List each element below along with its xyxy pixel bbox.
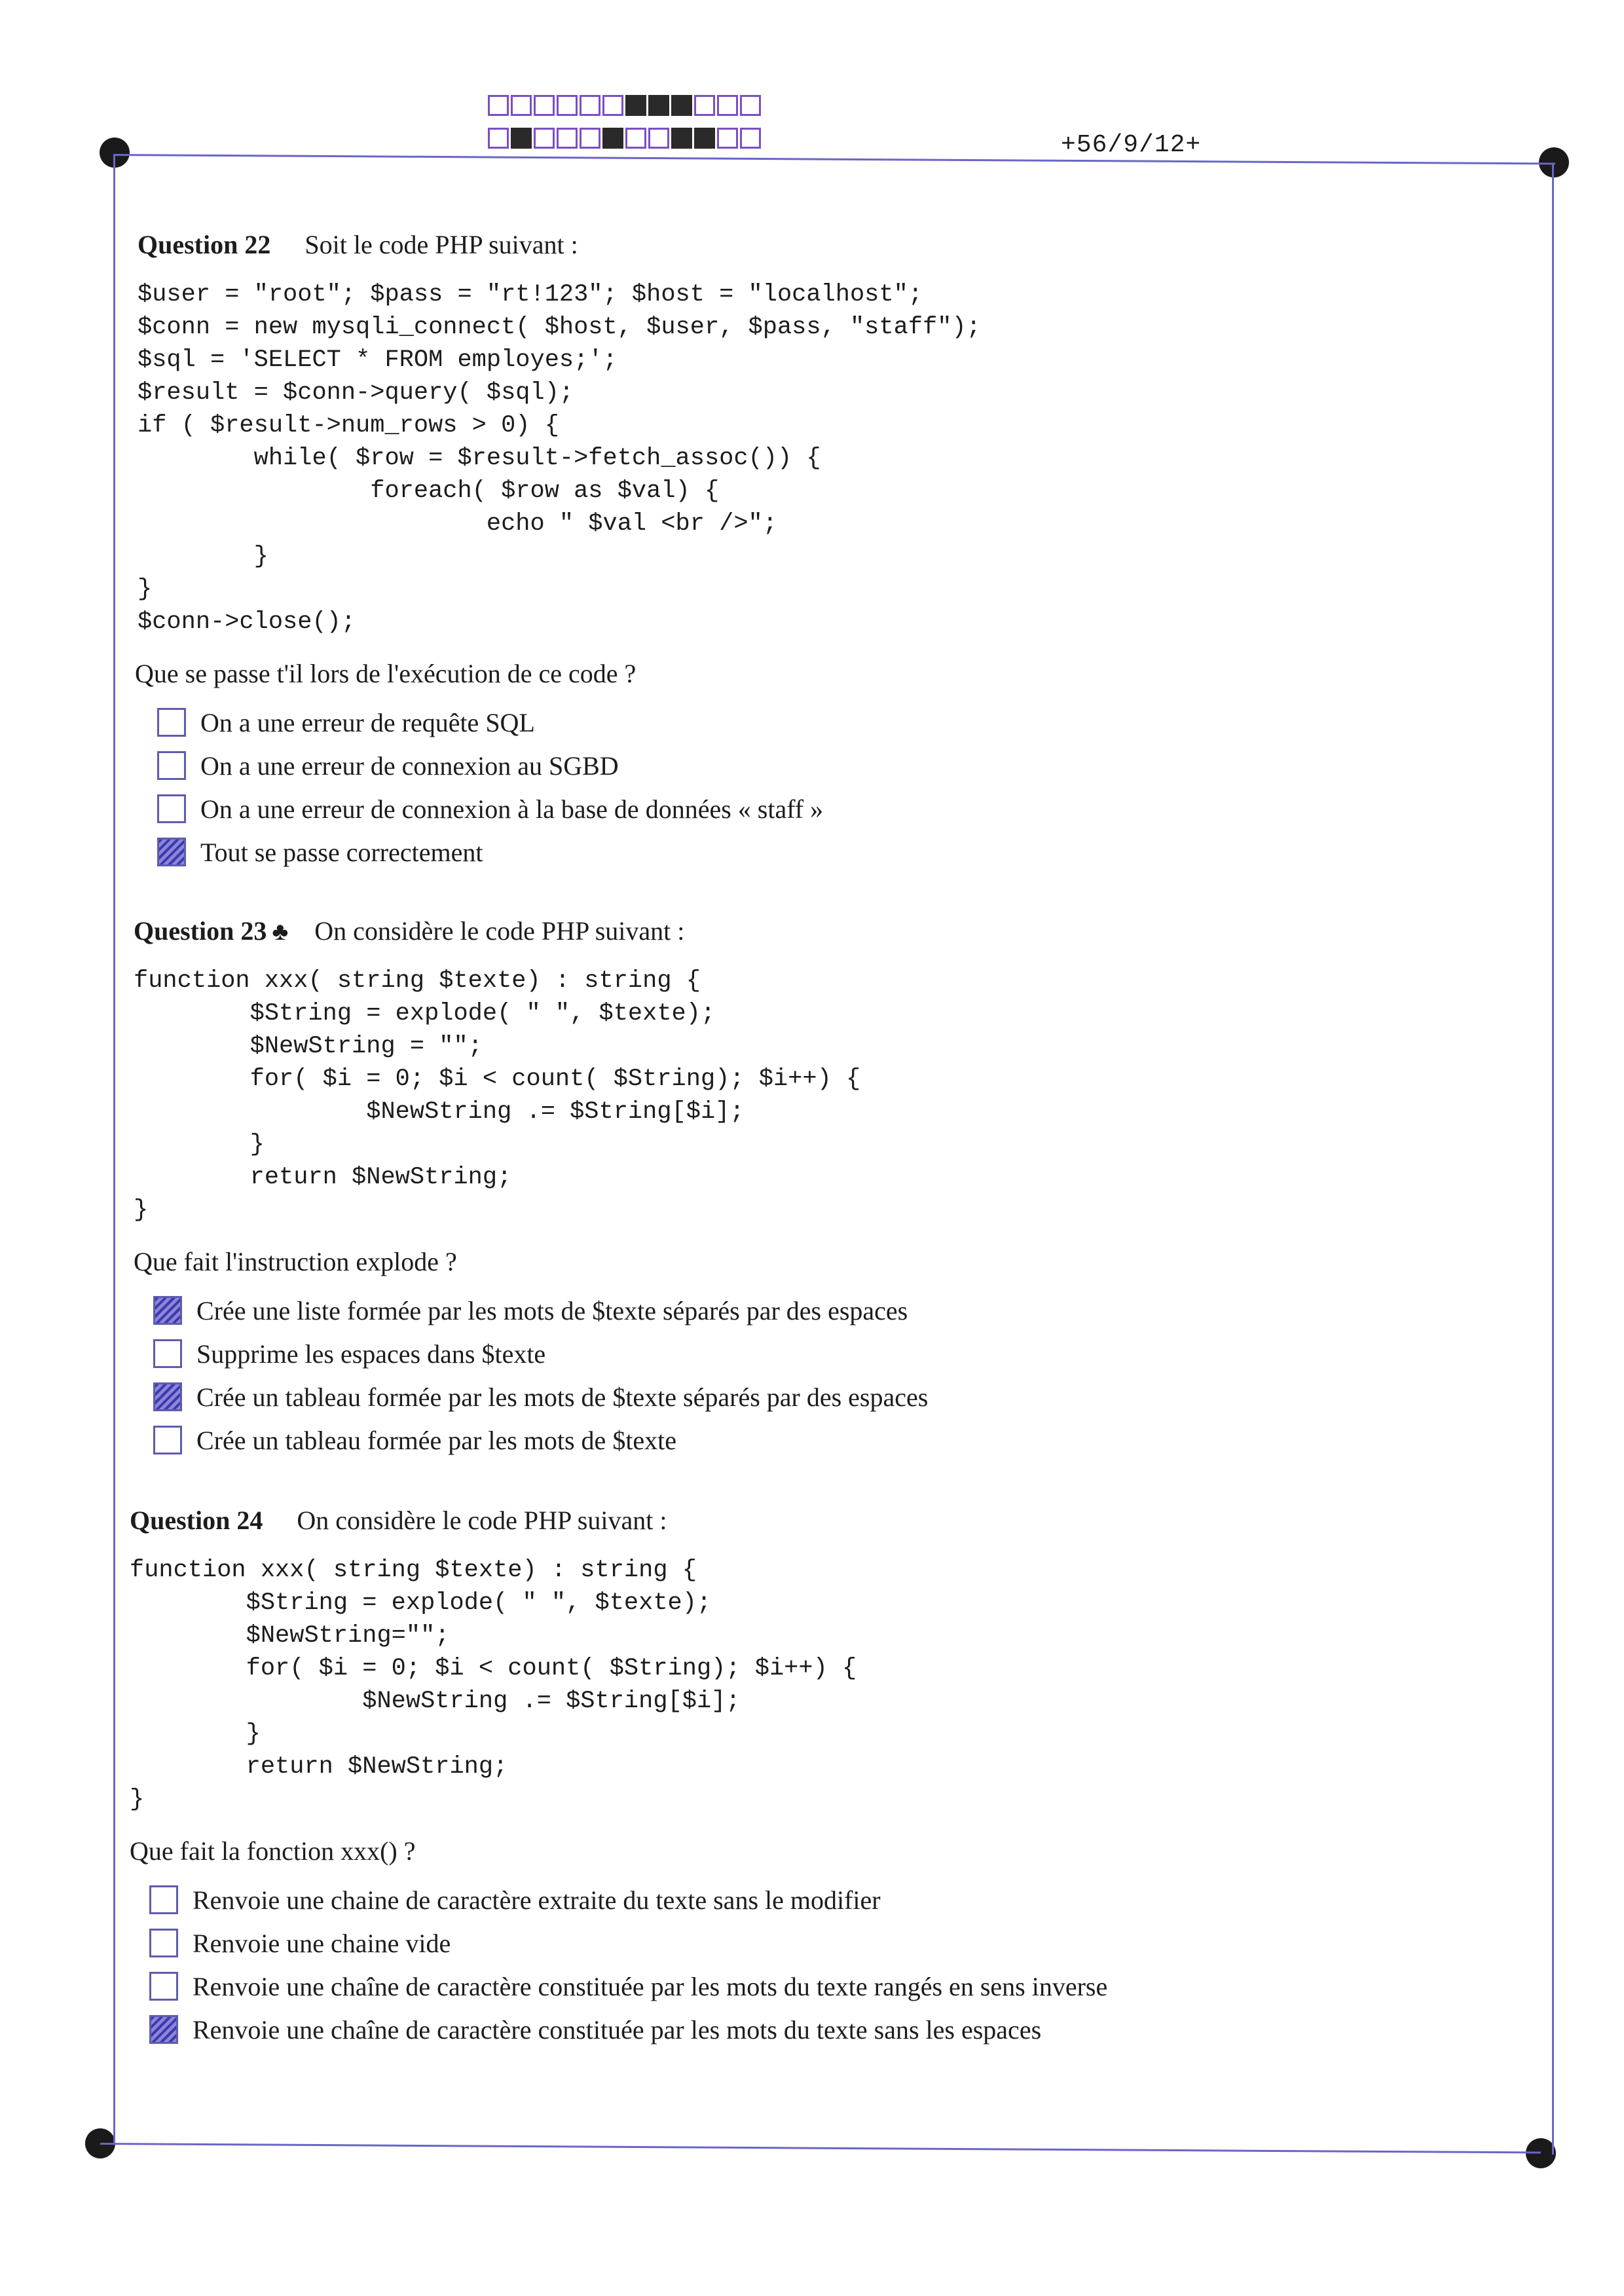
answer-checkbox[interactable] [149,1929,178,1957]
frame-bottom-line [100,2143,1541,2153]
barcode-cell [488,95,509,116]
barcode-cell [557,95,578,116]
barcode-cell [534,128,555,149]
barcode-cell [671,95,692,116]
answer-checkbox[interactable] [153,1382,182,1411]
barcode-row [488,95,763,116]
question-prompt: Que fait la fonction xxx() ? [130,1836,416,1866]
sheet-id: +56/9/12+ [1061,131,1202,159]
question-22 [135,229,1513,874]
barcode-cell [580,128,600,149]
code-block: $user = "root"; $pass = "rt!123"; $host = "localhost"; $conn = new mysqli_connect( $host, $user, $pass, "staff"); $sql = 'SELECT * FROM employes;'; $result = $conn->query( $sql); if ( $result->num_rows > 0) { while( $row = $result->fetch_assoc()) { foreach( $row as $val) { echo " $val <br />"; } } $conn->close(); [138,281,981,636]
answer-checkbox[interactable] [157,794,186,823]
code-block: function xxx( string $texte) : string { $String = explode( " ", $texte); $NewString = ""; for( $i = 0; $i < count( $String); $i++) { $NewString .= $String[$i]; } return $NewString; } [134,967,861,1224]
answer-label: Crée une liste formée par les mots de $texte séparés par des espaces [196,1295,908,1325]
club-icon: ♣ [272,918,289,946]
answer-label: Renvoie une chaine vide [193,1928,451,1958]
answer-choice[interactable] [149,1921,1505,1965]
barcode-cell [488,128,509,149]
barcode-cell [511,95,532,116]
answer-label: Crée un tableau formée par les mots de $texte séparés par des espaces [196,1382,929,1412]
answer-checkbox[interactable] [157,708,186,737]
answer-checkbox[interactable] [149,2015,178,2044]
barcode-cell [534,95,555,116]
barcode-cell [625,128,646,149]
code-block: function xxx( string $texte) : string { $String = explode( " ", $texte); $NewString=""; for( $i = 0; $i < count( $String); $i++) { $NewString .= $String[$i]; } return $NewString; } [130,1557,857,1813]
choice-list [149,1878,1505,2051]
choice-list [153,1289,1509,1462]
answer-choice[interactable] [157,701,1513,744]
question-24 [130,1505,1505,2051]
frame-right-line [1552,164,1554,2155]
barcode-cell [625,95,646,116]
answer-choice[interactable] [153,1289,1509,1332]
question-prompt: Que se passe t'il lors de l'exécution de ce code ? [135,659,637,688]
answer-checkbox[interactable] [149,1972,178,2001]
answer-choice[interactable] [153,1418,1509,1462]
question-number: Question 24 [130,1506,263,1535]
answer-choice[interactable] [153,1375,1509,1418]
answer-checkbox[interactable] [153,1426,182,1454]
barcode-cell [648,128,669,149]
answer-choice[interactable] [149,1878,1505,1921]
barcode-row [488,128,763,149]
question-23 [134,916,1509,1462]
question-prompt: Que fait l'instruction explode ? [134,1247,457,1276]
question-intro: On considère le code PHP suivant : [314,916,685,946]
answer-choice[interactable] [157,744,1513,787]
answer-label: Crée un tableau formée par les mots de $texte [196,1425,677,1455]
answer-choice[interactable] [149,2008,1505,2051]
barcode-cell [671,128,692,149]
answer-checkbox[interactable] [149,1885,178,1914]
barcode-cell [580,95,600,116]
frame-left-line [113,154,115,2145]
barcode-cell [717,95,738,116]
barcode-cell [694,128,715,149]
barcode-cell [740,128,761,149]
question-number: Question 23 [134,916,267,946]
barcode-cell [557,128,578,149]
question-number: Question 22 [138,230,271,259]
answer-choice[interactable] [157,830,1513,874]
question-intro: On considère le code PHP suivant : [297,1506,667,1535]
barcode-cell [602,95,623,116]
barcode-cell [648,95,669,116]
barcode-cell [602,128,623,149]
answer-label: On a une erreur de connexion à la base de données « staff » [200,794,824,824]
choice-list [157,701,1513,874]
answer-checkbox[interactable] [157,838,186,866]
answer-label: Renvoie une chaine de caractère extraite du texte sans le modifier [193,1885,881,1915]
answer-label: Renvoie une chaîne de caractère constituée par les mots du texte rangés en sens inverse [193,1971,1108,2001]
question-intro: Soit le code PHP suivant : [304,230,578,259]
answer-label: Supprime les espaces dans $texte [196,1339,546,1369]
answer-choice[interactable] [157,787,1513,830]
answer-choice[interactable] [153,1332,1509,1375]
answer-label: On a une erreur de connexion au SGBD [200,750,619,781]
barcode-cell [511,128,532,149]
answer-checkbox[interactable] [153,1296,182,1325]
barcode-cell [717,128,738,149]
answer-checkbox[interactable] [157,751,186,780]
answer-label: Tout se passe correctement [200,837,483,867]
frame-top-line [115,154,1555,164]
answer-checkbox[interactable] [153,1339,182,1368]
barcode-cell [694,95,715,116]
answer-choice[interactable] [149,1965,1505,2008]
answer-label: On a une erreur de requête SQL [200,707,535,737]
barcode-cell [740,95,761,116]
answer-label: Renvoie une chaîne de caractère constituée par les mots du texte sans les espaces [193,2014,1042,2045]
